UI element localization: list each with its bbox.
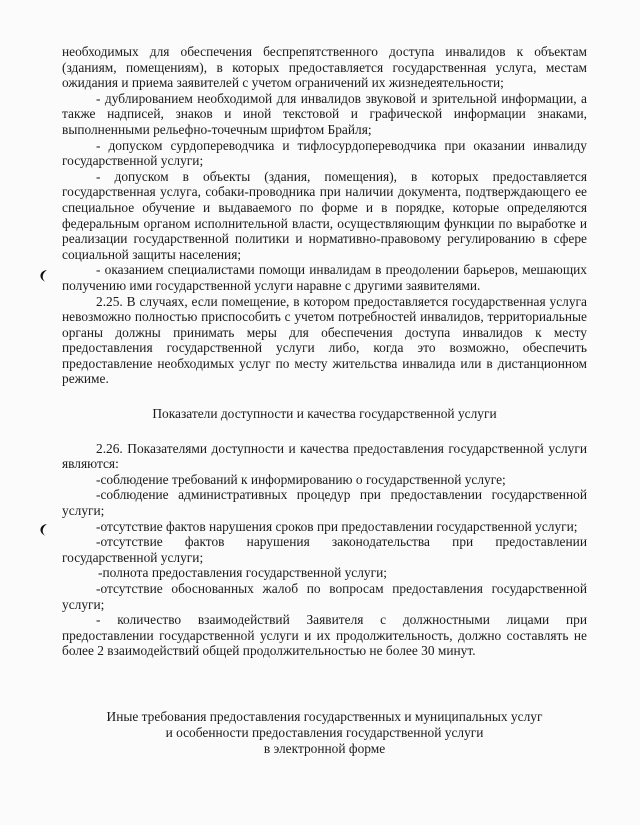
paragraph: - дублированием необходимой для инвалидов звуковой и зрительной информации, а также надписей, знаков и иной текстовой и графической информации знаками, выполненными рельефно-точечным шрифтом Брайля;: [62, 90, 587, 137]
section-heading-line: Иные требования предоставления государственных и муниципальных услуг: [106, 708, 543, 724]
list-item: -полнота предоставления государственной услуги;: [98, 565, 387, 581]
paragraph: 2.26. Показателями доступности и качества предоставления государственной услуги являются:: [62, 440, 587, 472]
list-item: -соблюдение административных процедур при предоставлении государственной услуги;: [62, 487, 587, 519]
section-heading-line: и особенности предоставления государственной услуги: [165, 724, 484, 740]
scan-mark-icon: [35, 522, 51, 538]
paragraph: необходимых для обеспечения беспрепятственного доступа инвалидов к объектам (зданиям, помещениям), в которых предоставляется государственная услуга, местам ожидания и приема заявителей с учетом ограничений их жизнедеятельности;: [62, 44, 587, 91]
list-item: -отсутствие фактов нарушения законодательства при предоставлении государственной услуги;: [62, 534, 587, 565]
list-item: -отсутствие обоснованных жалоб по вопросам предоставления государственной услуги;: [62, 581, 587, 612]
paragraph: - допуском сурдопереводчика и тифлосурдопереводчика при оказании инвалиду государственной услуги;: [62, 137, 587, 169]
section-heading-block: [62, 709, 587, 757]
list-item: -отсутствие фактов нарушения сроков при предоставлении государственной услуги;: [96, 518, 578, 534]
section-heading: Показатели доступности и качества государственной услуги: [152, 406, 497, 422]
paragraph: - допуском в объекты (здания, помещения), в которых предоставляется государственная услуга, собаки-проводника при наличии документа, подтверждающего ее специальное обучение и выдаваемого по форме и в порядке, которые определяются федеральным органом исполнительной власти, осуществляющим функции по выработке и реализации государственной политики и нормативно-правовому регулированию в сфере социальной защиты населения;: [62, 168, 587, 262]
list-item: - количество взаимодействий Заявителя с должностными лицами при предоставлении государственной услуги и их продолжительность, должно составлять не более 2 взаимодействий общей продолжительностью не более 30 минут.: [62, 612, 587, 659]
paragraph: 2.25. В случаях, если помещение, в котором предоставляется государственная услуга невозможно полностью приспособить с учетом потребностей инвалидов, территориальные органы должны принимать меры для обеспечения доступа инвалидов к месту предоставления государственной услуги либо, когда это возможно, обеспечить предоставление необходимых услуг по месту жительства инвалида или в дистанционном режиме.: [62, 293, 587, 387]
document-body: [62, 44, 587, 757]
section-heading-line: в электронной форме: [263, 740, 386, 756]
scan-mark-icon: [35, 268, 51, 284]
paragraph: - оказанием специалистами помощи инвалидам в преодолении барьеров, мешающих получению ими государственной услуги наравне с другими заявителями.: [62, 262, 587, 293]
list-item: -соблюдение требований к информированию о государственной услуге;: [96, 471, 506, 487]
